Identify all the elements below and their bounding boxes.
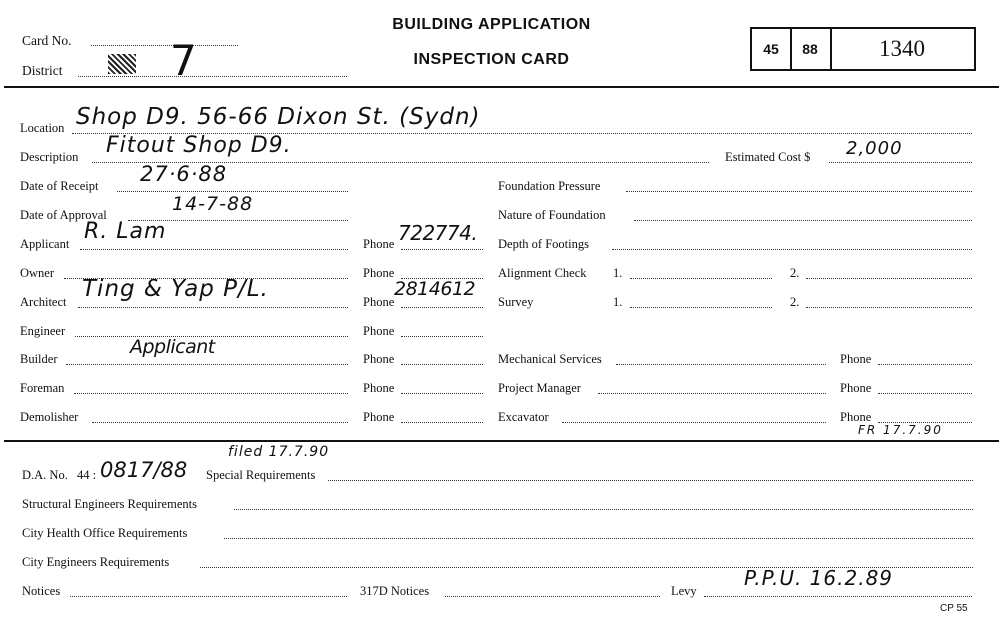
owner-label: Owner xyxy=(20,266,55,280)
survey-line-2 xyxy=(806,307,972,308)
depth-of-footings-line xyxy=(612,249,972,250)
survey-num-1: 1. xyxy=(613,295,623,309)
notices-line xyxy=(70,596,347,597)
mechanical-services-line xyxy=(616,364,826,365)
excavator-line xyxy=(562,422,826,423)
foundation-pressure-label: Foundation Pressure xyxy=(498,179,601,193)
applicant-phone-line xyxy=(401,249,483,250)
city-health-line xyxy=(224,538,973,539)
foreman-line xyxy=(74,393,348,394)
special-requirements-line xyxy=(328,480,973,481)
engineer-label: Engineer xyxy=(20,324,66,338)
applicant-value: R. Lam xyxy=(84,219,167,244)
middle-rule xyxy=(4,440,999,442)
levy-value: P.P.U. 16.2.89 xyxy=(744,566,894,590)
applicant-label: Applicant xyxy=(20,237,70,251)
card-no-label: Card No. xyxy=(22,33,72,48)
architect-phone-value: 2814612 xyxy=(394,278,476,300)
district-label: District xyxy=(22,63,63,78)
structural-label: Structural Engineers Requirements xyxy=(22,497,197,511)
survey-line-1 xyxy=(630,307,772,308)
architect-phone-line xyxy=(401,307,483,308)
city-engineers-label: City Engineers Requirements xyxy=(22,555,170,569)
foreman-phone-label: Phone xyxy=(363,381,395,395)
applicant-phone-label: Phone xyxy=(363,237,395,251)
reference-box xyxy=(750,27,976,71)
estimated-cost-line xyxy=(829,162,972,163)
alignment-check-label: Alignment Check xyxy=(498,266,587,280)
engineer-phone-line xyxy=(401,336,483,337)
builder-phone-line xyxy=(401,364,483,365)
excavator-label: Excavator xyxy=(498,410,549,424)
levy-label: Levy xyxy=(671,584,697,598)
mechanical-phone-label: Phone xyxy=(840,352,872,366)
reference-cell-1: 45 xyxy=(763,41,779,57)
applicant-phone-value: 722774. xyxy=(398,221,478,245)
excavator-note: FR 17.7.90 xyxy=(858,423,943,437)
date-of-approval-label: Date of Approval xyxy=(20,208,107,222)
engineer-phone-label: Phone xyxy=(363,324,395,338)
location-value: Shop D9. 56-66 Dixon St. (Sydn) xyxy=(76,104,481,130)
builder-value: Applicant xyxy=(130,336,215,358)
project-manager-label: Project Manager xyxy=(498,381,581,395)
architect-value: Ting & Yap P/L. xyxy=(82,276,269,302)
survey-label: Survey xyxy=(498,295,534,309)
estimated-cost-value: 2,000 xyxy=(846,138,903,159)
da-value: 0817/88 xyxy=(100,458,188,482)
project-manager-line xyxy=(598,393,826,394)
owner-phone-label: Phone xyxy=(363,266,395,280)
foundation-pressure-line xyxy=(626,191,972,192)
city-health-label: City Health Office Requirements xyxy=(22,526,188,540)
notices-317d-label: 317D Notices xyxy=(360,584,430,598)
location-label: Location xyxy=(20,121,65,135)
project-manager-phone-line xyxy=(878,393,972,394)
form-code: CP 55 xyxy=(940,603,968,614)
filed-note: filed 17.7.90 xyxy=(228,444,330,460)
nature-of-foundation-label: Nature of Foundation xyxy=(498,208,606,222)
estimated-cost-label: Estimated Cost $ xyxy=(725,150,811,164)
demolisher-label: Demolisher xyxy=(20,410,79,424)
demolisher-phone-label: Phone xyxy=(363,410,395,424)
survey-num-2: 2. xyxy=(790,295,800,309)
alignment-num-1: 1. xyxy=(613,266,623,280)
district-line xyxy=(78,76,347,77)
architect-line xyxy=(78,307,348,308)
levy-line xyxy=(704,596,972,597)
notices-label: Notices xyxy=(22,584,61,598)
top-rule xyxy=(4,86,999,88)
description-value: Fitout Shop D9. xyxy=(106,133,292,158)
alignment-line-2 xyxy=(806,278,972,279)
date-of-approval-value: 14-7-88 xyxy=(172,193,254,215)
card-no-line xyxy=(91,45,238,46)
date-of-receipt-label: Date of Receipt xyxy=(20,179,99,193)
applicant-line xyxy=(80,249,348,250)
project-manager-phone-label: Phone xyxy=(840,381,872,395)
district-value: 7 xyxy=(170,36,197,85)
alignment-line-1 xyxy=(630,278,772,279)
architect-phone-label: Phone xyxy=(363,295,395,309)
description-label: Description xyxy=(20,150,79,164)
special-requirements-label: Special Requirements xyxy=(206,468,316,482)
foreman-label: Foreman xyxy=(20,381,65,395)
da-prefix: 44 : xyxy=(77,468,97,482)
reference-cell-3: 1340 xyxy=(879,36,925,61)
demolisher-phone-line xyxy=(401,422,483,423)
architect-label: Architect xyxy=(20,295,67,309)
builder-phone-label: Phone xyxy=(363,352,395,366)
da-no-label: D.A. No. xyxy=(22,468,68,482)
builder-label: Builder xyxy=(20,352,58,366)
nature-of-foundation-line xyxy=(634,220,972,221)
title-line-1: BUILDING APPLICATION xyxy=(392,16,591,33)
builder-line xyxy=(66,364,348,365)
structural-line xyxy=(234,509,973,510)
notices-317d-line xyxy=(445,596,660,597)
alignment-num-2: 2. xyxy=(790,266,800,280)
depth-of-footings-label: Depth of Footings xyxy=(498,237,589,251)
foreman-phone-line xyxy=(401,393,483,394)
date-of-receipt-line xyxy=(117,191,348,192)
date-of-receipt-value: 27·6·88 xyxy=(140,162,228,186)
demolisher-line xyxy=(92,422,348,423)
excavator-phone-label: Phone xyxy=(840,410,872,424)
reference-cell-2: 88 xyxy=(802,41,818,57)
title-line-2: INSPECTION CARD xyxy=(413,51,570,68)
mechanical-services-label: Mechanical Services xyxy=(498,352,602,366)
mechanical-phone-line xyxy=(878,364,972,365)
